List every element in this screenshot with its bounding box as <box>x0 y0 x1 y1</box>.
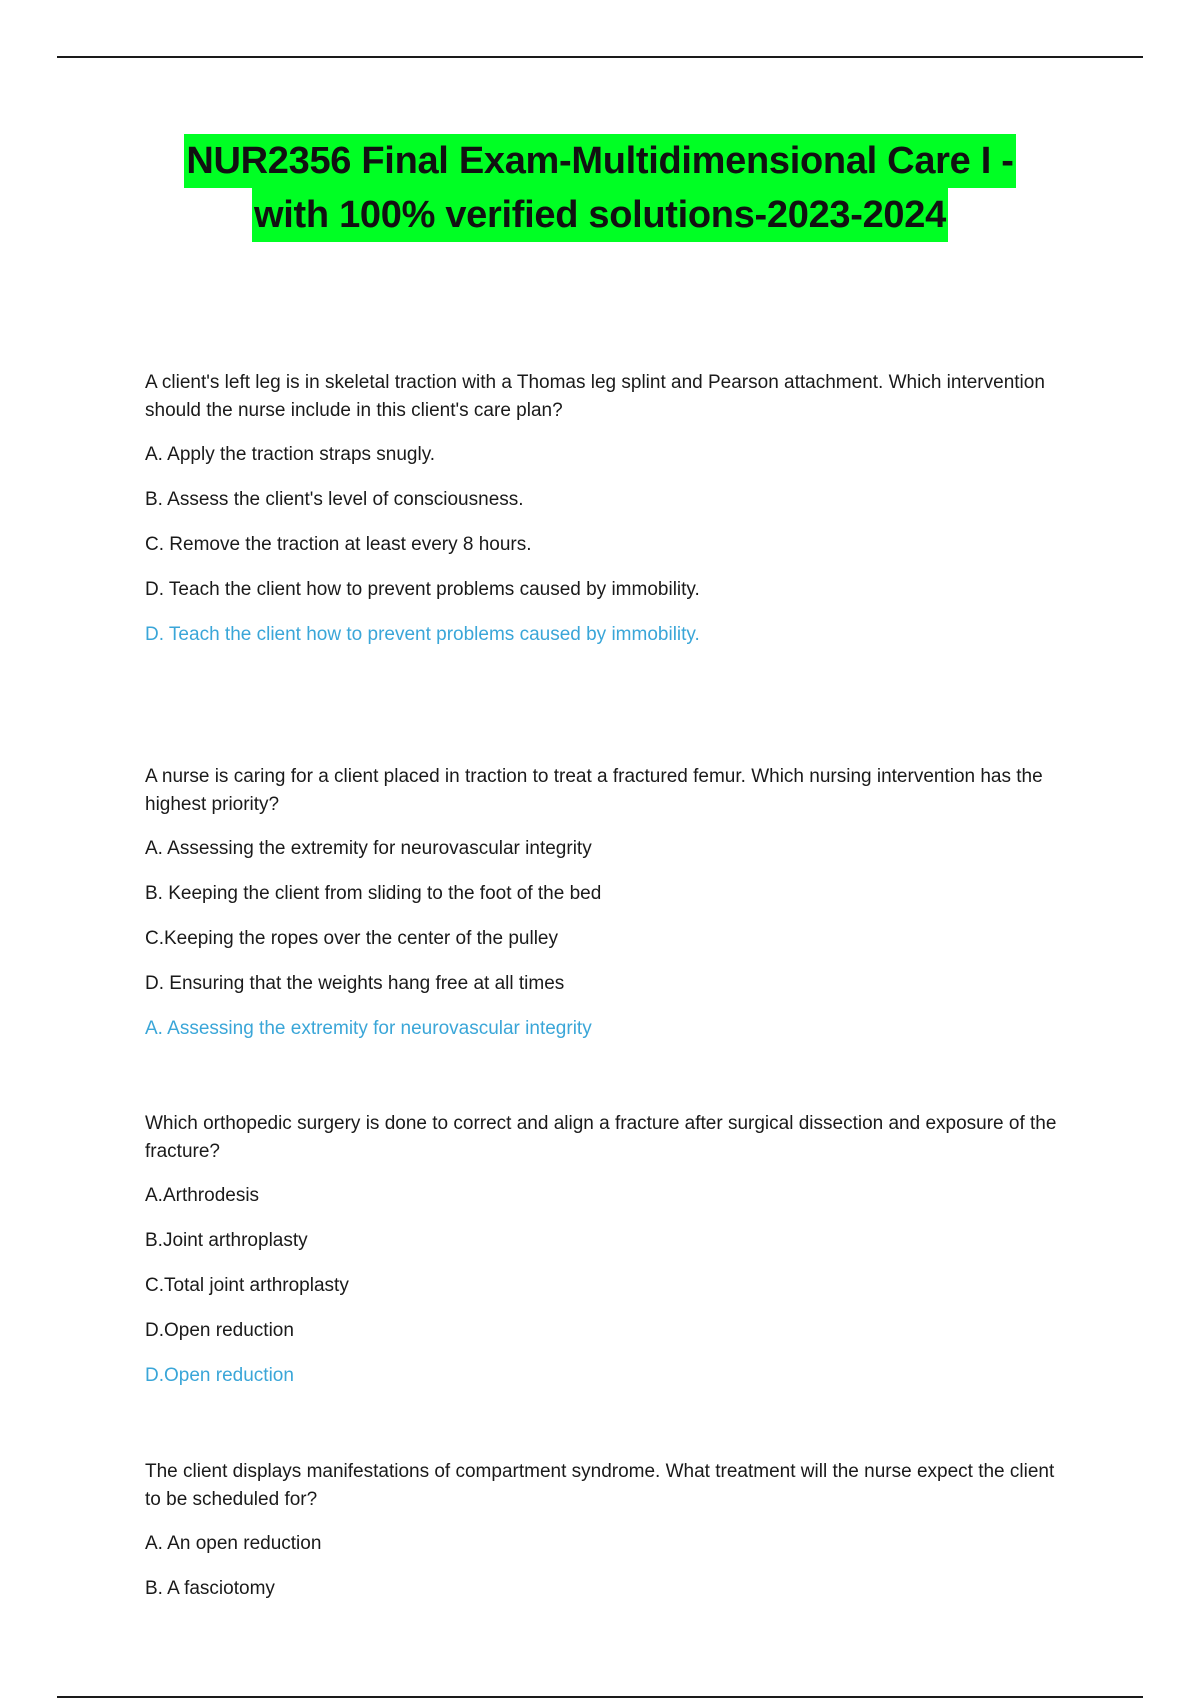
bottom-rule <box>57 1696 1143 1698</box>
option-a: A. Assessing the extremity for neurovascular integrity <box>145 838 592 859</box>
option-d: D.Open reduction <box>145 1320 294 1341</box>
option-c: C.Total joint arthroplasty <box>145 1275 349 1296</box>
question-block-2 <box>145 763 1075 1043</box>
option-c: C. Remove the traction at least every 8 hours. <box>145 534 532 555</box>
question-block-3 <box>145 1110 1075 1390</box>
option-b: B. A fasciotomy <box>145 1578 275 1599</box>
answer-text: D.Open reduction <box>145 1365 294 1386</box>
option-a: A.Arthrodesis <box>145 1185 260 1206</box>
option-b: B. Assess the client's level of consciousness. <box>145 489 524 510</box>
option-b: B. Keeping the client from sliding to the foot of the bed <box>145 883 602 904</box>
question-block-4 <box>145 1458 1075 1620</box>
option-b: B.Joint arthroplasty <box>145 1230 308 1251</box>
question-text: The client displays manifestations of compartment syndrome. What treatment will the nurse expect the client to be scheduled for? <box>145 1461 1055 1510</box>
option-a: A. Apply the traction straps snugly. <box>145 444 436 465</box>
title-line-1: NUR2356 Final Exam-Multidimensional Care I - <box>184 134 1015 188</box>
option-d: D. Teach the client how to prevent problems caused by immobility. <box>145 579 700 600</box>
document-title <box>0 134 1200 242</box>
title-line-2: with 100% verified solutions-2023-2024 <box>252 188 948 242</box>
top-rule <box>57 56 1143 58</box>
question-text: A client's left leg is in skeletal traction with a Thomas leg splint and Pearson attachment. Which intervention should the nurse include in this client's care plan? <box>145 372 1045 421</box>
question-text: Which orthopedic surgery is done to correct and align a fracture after surgical dissection and exposure of the fracture? <box>145 1113 1057 1162</box>
option-a: A. An open reduction <box>145 1533 322 1554</box>
option-c: C.Keeping the ropes over the center of the pulley <box>145 928 558 949</box>
answer-text: A. Assessing the extremity for neurovascular integrity <box>145 1018 592 1039</box>
answer-text: D. Teach the client how to prevent problems caused by immobility. <box>145 624 700 645</box>
question-text: A nurse is caring for a client placed in traction to treat a fractured femur. Which nursing intervention has the highest priority? <box>145 766 1043 815</box>
option-d: D. Ensuring that the weights hang free at all times <box>145 973 565 994</box>
question-block-1 <box>145 369 1075 649</box>
